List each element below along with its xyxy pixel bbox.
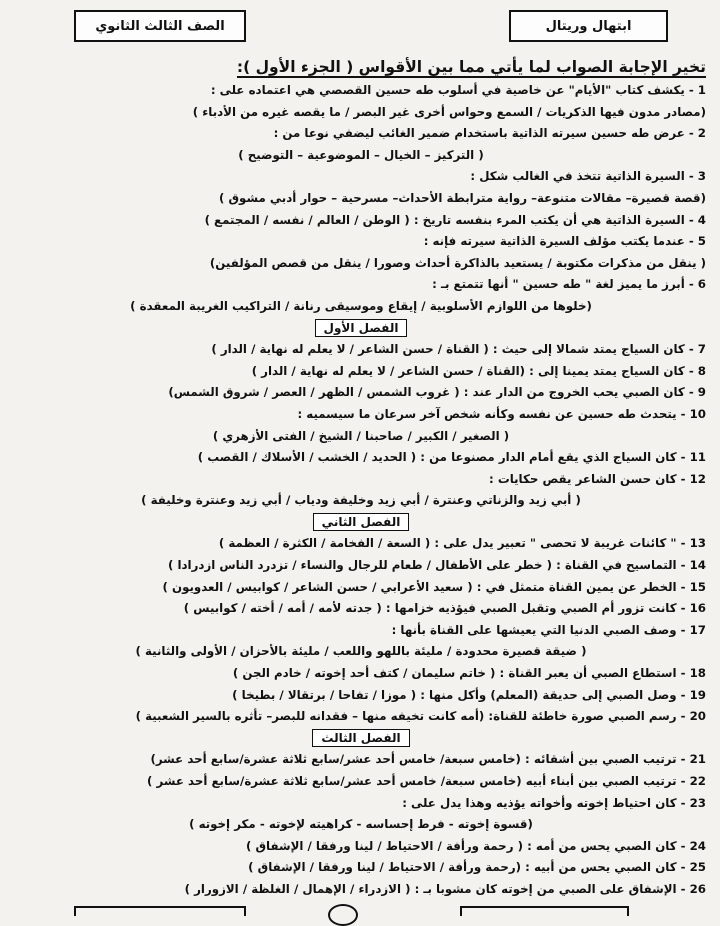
question-number: 17 xyxy=(689,622,706,637)
answer-options-line xyxy=(16,296,706,318)
question-text: - الإشفاق على الصبي من إخوته كان مشوبا بـ : ( الازدراء / الإهمال / الغلظة / الازورار ) xyxy=(184,881,686,896)
question-line xyxy=(16,382,706,404)
question-text: - ترتيب الصبي بين أشقائه : (خامس سبعة/ خامس أحد عشر/سابع ثلاثة عشرة/سابع أحد عشر) xyxy=(150,752,686,767)
question-line xyxy=(16,469,706,491)
question-number: 8 xyxy=(697,363,706,378)
question-number: 22 xyxy=(689,774,706,788)
question-text: (قسوة إخوته - فرط إحساسه - كراهيته لإخوته - مكر إخوته ) xyxy=(189,817,533,832)
question-text: - كان الصبي يحس من أبيه : (رحمة ورأفة / الاحتياط / لينا ورفقا / الإشفاق ) xyxy=(248,860,686,875)
question-number: 9 xyxy=(697,385,706,400)
question-text: - " كائنات غريبة لا تحصى " تعبير يدل على : ( السعة / الفخامة / الكثرة / العظمة ) xyxy=(218,536,686,551)
question-number: 7 xyxy=(697,342,706,357)
question-text: - عرض طه حسين سيرته الذاتية باستخدام ضمير الغائب ليضفي نوعا من : xyxy=(273,126,694,141)
question-number: 3 xyxy=(697,169,706,184)
question-number: 10 xyxy=(689,406,706,421)
worksheet-title xyxy=(30,56,706,78)
question-text: - التماسيح في القناة : ( خطر على الأطفال / طعام للرجال والنساء / تزدرد الناس ازدرادا ) xyxy=(167,558,686,573)
question-number: 25 xyxy=(689,860,706,875)
question-number: 21 xyxy=(689,752,706,767)
question-number: 23 xyxy=(689,795,706,810)
question-number: 13 xyxy=(689,536,706,551)
question-text: - السيرة الذاتية هي أن يكتب المرء بنفسه تاريخ : ( الوطن / العالم / نفسه / المجتمع ) xyxy=(204,212,694,227)
question-number: 4 xyxy=(697,212,706,227)
question-text: - وصل الصبي إلى حديقة (المعلم) وأكل منها : ( موزا / تفاحا / برتقالا / بطيخا ) xyxy=(232,687,686,702)
question-number: 11 xyxy=(689,450,706,465)
question-text: - ترتيب الصبي بين أبناء أبيه (خامس سبعة/ خامس أحد عشر/سابع ثلاثة عشرة/سابع أحد عشر ) xyxy=(147,774,686,788)
question-line xyxy=(16,210,706,232)
chapter-heading xyxy=(16,728,706,750)
grade-label-box xyxy=(74,10,246,42)
question-line xyxy=(16,231,706,253)
question-line xyxy=(16,339,706,361)
question-number: 24 xyxy=(689,838,706,853)
chapter-heading xyxy=(16,512,706,534)
question-text: ( ضيقة قصيرة محدودة / مليئة باللهو واللعب / مليئة بالأحزان / الأولى والثانية ) xyxy=(135,644,587,659)
question-line xyxy=(16,404,706,426)
question-line xyxy=(16,447,706,469)
answer-options-line xyxy=(16,145,706,167)
question-text: (قصة قصيرة– مقالات متنوعة– رواية مترابطة الأحداث– مسرحية – حوار أدبي مشوق ) xyxy=(219,190,706,205)
question-line xyxy=(16,663,706,685)
question-number: 6 xyxy=(697,277,706,292)
question-text: - وصف الصبي الدنيا التي يعيشها على القناة بأنها : xyxy=(391,622,686,637)
question-line xyxy=(16,80,706,102)
question-line xyxy=(16,879,706,901)
footer-frame-left xyxy=(74,906,246,916)
question-text: - كان الصبي يحب الخروج من الدار عند : ( غروب الشمس / الظهر / العصر / شروق الشمس) xyxy=(168,385,694,400)
question-line xyxy=(16,533,706,555)
worksheet-title-text: تخير الإجابة الصواب لما يأتي مما بين الأقواس ( الجزء الأول ): xyxy=(236,58,706,76)
question-number: 26 xyxy=(689,881,706,896)
question-text: ( ينقل من مذكرات مكتوبة / يستعيد بالذاكرة أحداث وصورا / ينقل من قصص المؤلفين) xyxy=(209,255,706,270)
question-line xyxy=(16,102,706,124)
question-line xyxy=(16,793,706,815)
question-text: - أبرز ما يميز لغة " طه حسين " أنها تتمتع بـ : xyxy=(432,277,694,292)
chapter-heading-text: الفصل الثاني xyxy=(313,513,410,531)
footer-frame-right xyxy=(460,906,629,916)
question-number: 15 xyxy=(689,579,706,594)
grade-label: الصف الثالث الثانوي xyxy=(95,18,225,34)
answer-options-line xyxy=(16,641,706,663)
question-line xyxy=(16,253,706,275)
answer-options-line xyxy=(16,814,706,836)
question-text: - كان السياج يمتد يمينا إلى : (القناة / حسن الشاعر / لا يعلم له نهاية / الدار ) xyxy=(251,363,694,378)
question-text: - كان الصبي يحس من أمه : ( رحمة ورأفة / الاحتياط / لينا ورفقا / الإشفاق ) xyxy=(246,838,686,853)
author-label: ابتهال وريتال xyxy=(545,18,632,34)
question-text: - استطاع الصبي أن يعبر القناة : ( خاتم سليمان / كتف أحد إخوته / خادم الجن ) xyxy=(232,666,686,681)
question-number: 18 xyxy=(689,666,706,681)
question-text: - السيرة الذاتية تتخذ في الغالب شكل : xyxy=(470,169,694,184)
question-text: ( التركيز – الخيال – الموضوعية – التوضيح ) xyxy=(238,147,484,162)
question-line xyxy=(16,620,706,642)
question-text: - كان السياج الذي يقع أمام الدار مصنوعا من : ( الحديد / الخشب / الأسلاك / القصب ) xyxy=(197,450,686,465)
page-number-seal xyxy=(328,904,358,926)
question-line xyxy=(16,123,706,145)
question-line xyxy=(16,188,706,210)
question-text: - كانت تزور أم الصبي وتقبل الصبي فيؤذيه خزامها : ( جدته لأمه / أمه / أخته / كوابيس ) xyxy=(183,601,686,616)
question-line xyxy=(16,836,706,858)
answer-options-line xyxy=(16,426,706,448)
question-text: (خلوها من اللوازم الأسلوبية / إيقاع وموسيقى رنانة / التراكيب الغريبة المعقدة ) xyxy=(130,298,592,313)
question-line xyxy=(16,598,706,620)
question-text: - كان احتياط إخوته وأخواته يؤذيه وهذا يدل على : xyxy=(402,795,686,810)
question-line xyxy=(16,361,706,383)
question-text: - رسم الصبي صورة خاطئة للقناة: (أمه كانت تخيفه منها – فقدانه للبصر– تأثره بالسير الشعبية ) xyxy=(135,709,686,724)
question-text: ( الصغير / الكبير / صاحبنا / الشيخ / الفتى الأزهري ) xyxy=(212,428,510,443)
question-number: 1 xyxy=(697,83,706,97)
question-line xyxy=(16,577,706,599)
chapter-heading-text: الفصل الثالث xyxy=(312,729,409,747)
question-text: - يتحدث طه حسين عن نفسه وكأنه شخص آخر سرعان ما سيسميه : xyxy=(297,406,686,421)
question-number: 19 xyxy=(689,687,706,702)
question-number: 12 xyxy=(689,471,706,486)
question-text: - عندما يكتب مؤلف السيرة الذاتية سيرته فإنه : xyxy=(423,234,694,249)
question-text: - الخطر عن يمين القناة متمثل في : ( سعيد الأعرابي / حسن الشاعر / كوابيس / العدويون ) xyxy=(162,579,686,594)
question-number: 20 xyxy=(689,709,706,724)
question-line xyxy=(16,706,706,728)
question-text: ( أبي زيد والزناتي وعنترة / أبي زيد وخليفة ودياب / أبي زيد وعنترة وخليفة ) xyxy=(141,493,581,508)
question-line xyxy=(16,274,706,296)
question-line xyxy=(16,749,706,771)
chapter-heading xyxy=(16,318,706,340)
question-number: 2 xyxy=(697,126,706,141)
question-list xyxy=(16,80,706,901)
question-text: - كان حسن الشاعر يقص حكايات : xyxy=(489,471,686,486)
answer-options-line xyxy=(16,490,706,512)
question-text: - يكشف كتاب "الأيام" عن خاصية في أسلوب طه حسين القصصي هي اعتماده على : xyxy=(210,83,694,97)
question-text: - كان السياج يمتد شمالا إلى حيث : ( القناة / حسن الشاعر / لا يعلم له نهاية / الدار ) xyxy=(211,342,694,357)
question-number: 16 xyxy=(689,601,706,616)
question-line xyxy=(16,857,706,879)
question-line xyxy=(16,555,706,577)
question-number: 5 xyxy=(697,234,706,249)
author-label-box xyxy=(509,10,668,42)
question-line xyxy=(16,685,706,707)
question-text: (مصادر مدون فيها الذكريات / السمع وحواس أخرى غير البصر / ما يقصه غيره من الأدباء ) xyxy=(192,104,706,119)
question-number: 14 xyxy=(689,558,706,573)
question-line xyxy=(16,166,706,188)
question-line xyxy=(16,771,706,793)
chapter-heading-text: الفصل الأول xyxy=(315,319,408,337)
